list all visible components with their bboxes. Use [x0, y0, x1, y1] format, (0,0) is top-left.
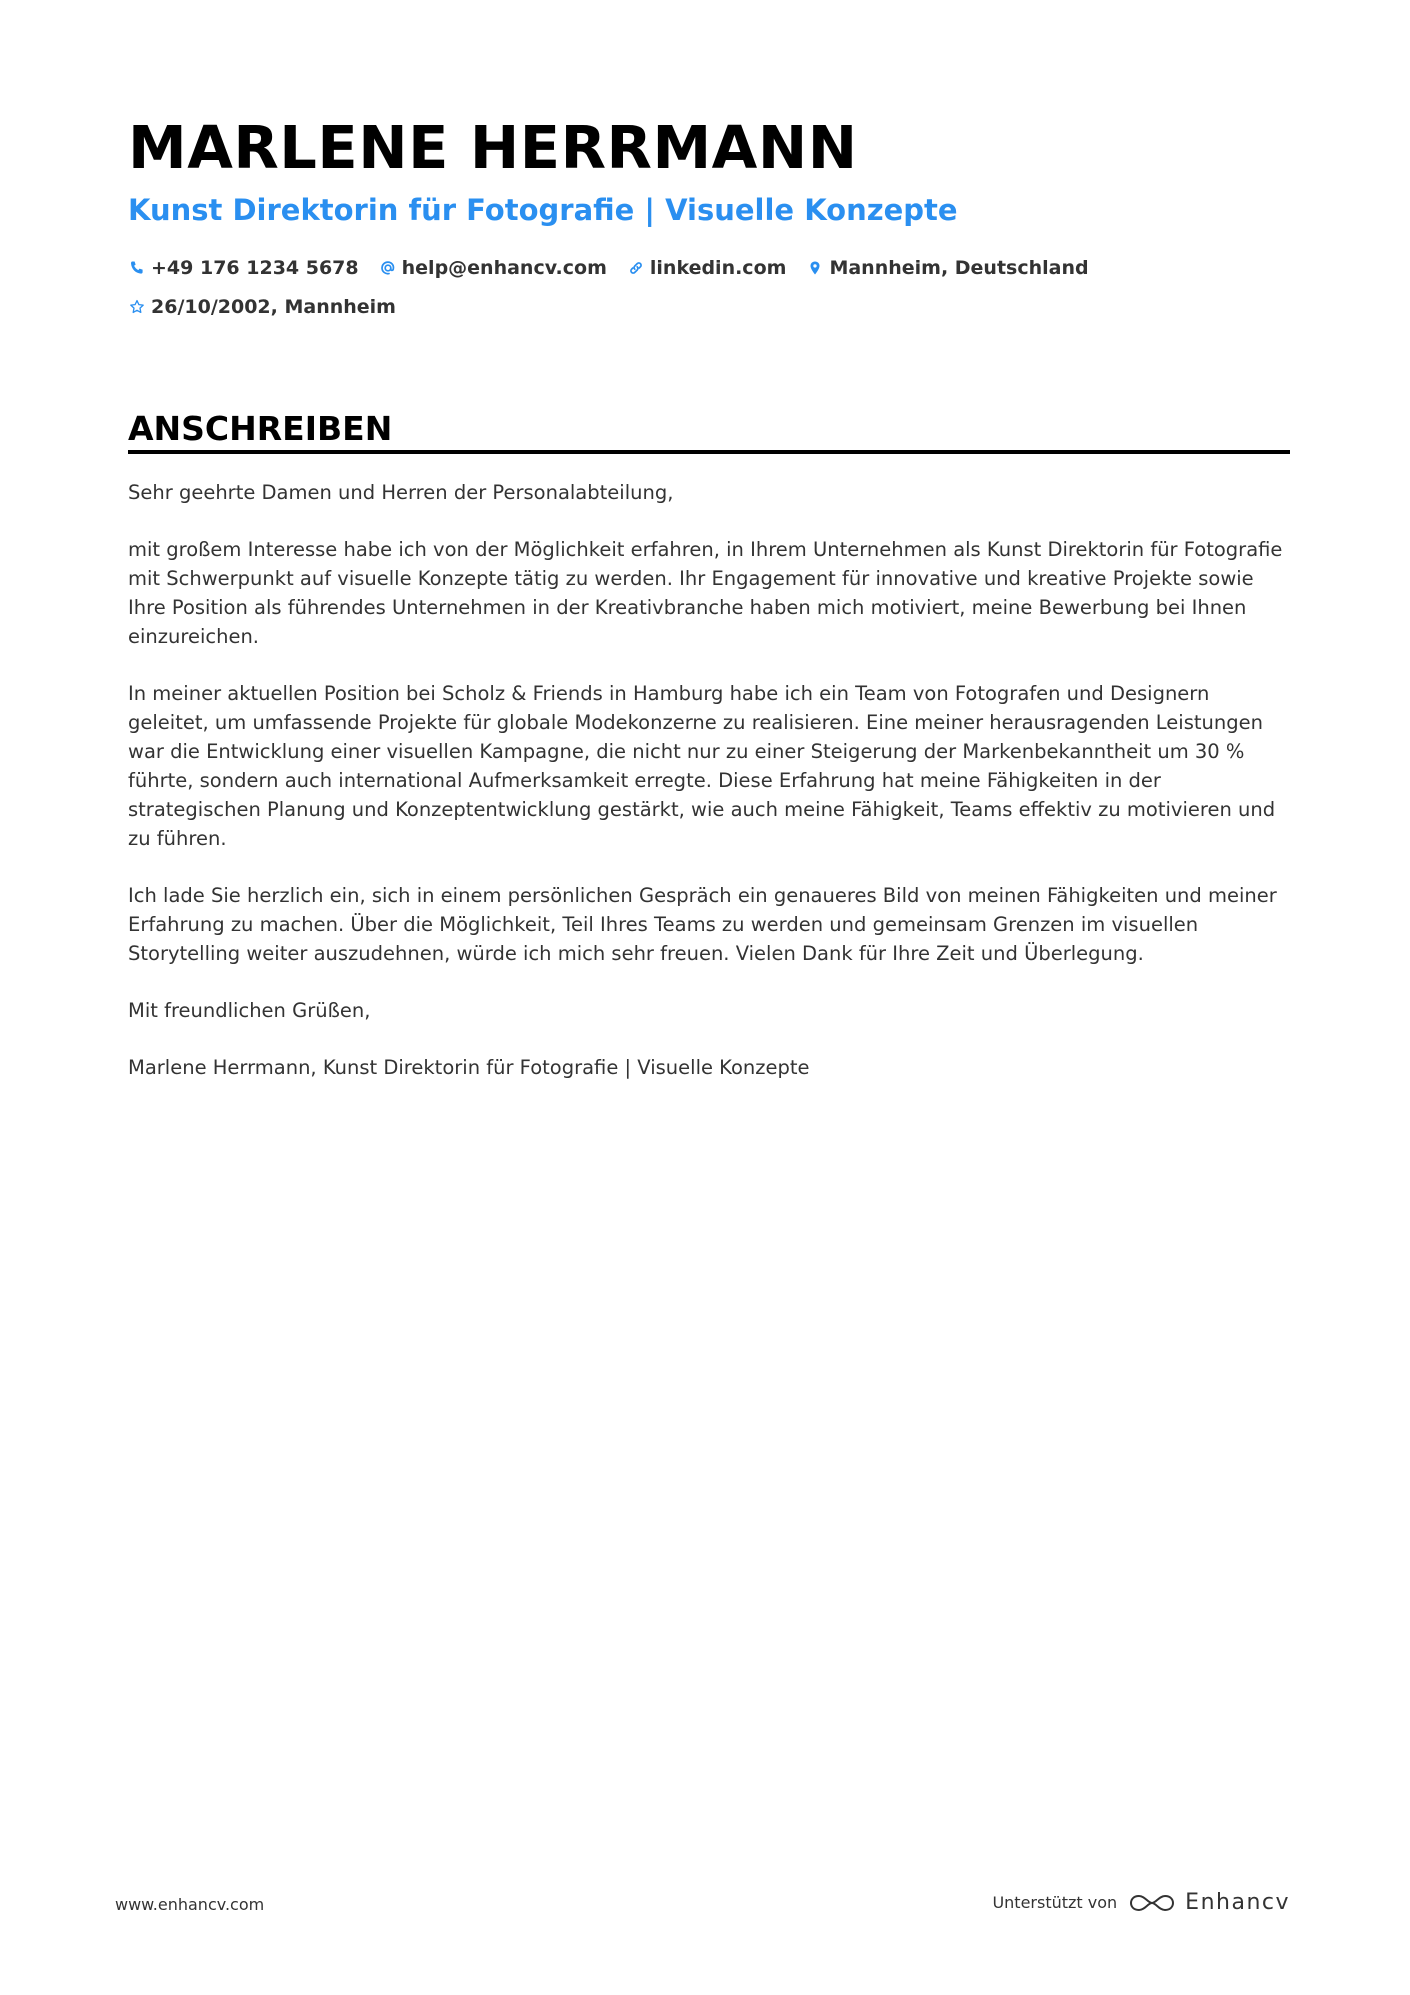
contact-row-secondary: [128, 293, 416, 321]
star-icon: [128, 298, 146, 316]
letter-paragraph: In meiner aktuellen Position bei Scholz & Friends in Hamburg habe ich ein Team von Fotografen und Designern geleitet, um umfassende Projekte für globale Modekonzerne zu realisieren. Eine meiner herausragenden Leistungen war die Entwicklung einer visuellen Kampagne, die nicht nur zu einer Steigerung der Markenbekanntheit um 30 % führte, sondern auch international Aufmerksamkeit erregte. Diese Erfahrung hat meine Fähigkeiten in der strategischen Planung und Konzeptentwicklung gestärkt, wie auch meine Fähigkeit, Teams effektiv zu motivieren und zu führen.: [128, 682, 1276, 850]
section-divider: [128, 450, 1290, 454]
phone-text: +49 176 1234 5678: [151, 257, 359, 279]
location-text: Mannheim, Deutschland: [829, 257, 1089, 279]
linkedin-text[interactable]: linkedin.com: [649, 257, 787, 279]
enhancv-brand-name: Enhancv: [1185, 1890, 1290, 1915]
link-icon: [627, 259, 645, 277]
enhancv-logo-icon: [1129, 1891, 1175, 1915]
letter-body: [128, 478, 1290, 1110]
contact-linkedin[interactable]: [627, 257, 787, 279]
at-icon: [379, 259, 397, 277]
email-text[interactable]: help@enhancv.com: [401, 257, 607, 279]
enhancv-logo[interactable]: [1129, 1890, 1290, 1915]
contact-birth: [128, 296, 396, 318]
contact-location: [806, 257, 1088, 279]
letter-closing: Mit freundlichen Grüßen,: [128, 999, 371, 1022]
contact-phone: [128, 257, 359, 279]
applicant-name: MARLENE HERRMANN: [128, 113, 858, 182]
section-title: ANSCHREIBEN: [128, 409, 393, 448]
letter-paragraph: Ich lade Sie herzlich ein, sich in einem persönlichen Gespräch ein genaueres Bild von meinen Fähigkeiten und meiner Erfahrung zu machen. Über die Möglichkeit, Teil Ihres Teams zu werden und gemeinsam Grenzen im visuellen Storytelling weiter auszudehnen, würde ich mich sehr freuen. Vielen Dank für Ihre Zeit und Überlegung.: [128, 884, 1277, 965]
location-icon: [806, 259, 824, 277]
contact-row: [128, 254, 1109, 282]
footer-website[interactable]: www.enhancv.com: [115, 1895, 265, 1914]
letter-greeting: Sehr geehrte Damen und Herren der Personalabteilung,: [128, 481, 674, 504]
birth-text: 26/10/2002, Mannheim: [151, 296, 396, 318]
footer-branding: [992, 1890, 1290, 1915]
powered-by-label: Unterstützt von: [992, 1893, 1118, 1912]
letter-signature: Marlene Herrmann, Kunst Direktorin für Fotografie | Visuelle Konzepte: [128, 1056, 810, 1079]
letter-paragraph: mit großem Interesse habe ich von der Möglichkeit erfahren, in Ihrem Unternehmen als Kunst Direktorin für Fotografie mit Schwerpunkt auf visuelle Konzepte tätig zu werden. Ihr Engagement für innovative und kreative Projekte sowie Ihre Position als führendes Unternehmen in der Kreativbranche haben mich motiviert, meine Bewerbung bei Ihnen einzureichen.: [128, 538, 1283, 648]
applicant-title: Kunst Direktorin für Fotografie | Visuelle Konzepte: [128, 193, 958, 227]
phone-icon: [128, 259, 146, 277]
contact-email[interactable]: [379, 257, 607, 279]
